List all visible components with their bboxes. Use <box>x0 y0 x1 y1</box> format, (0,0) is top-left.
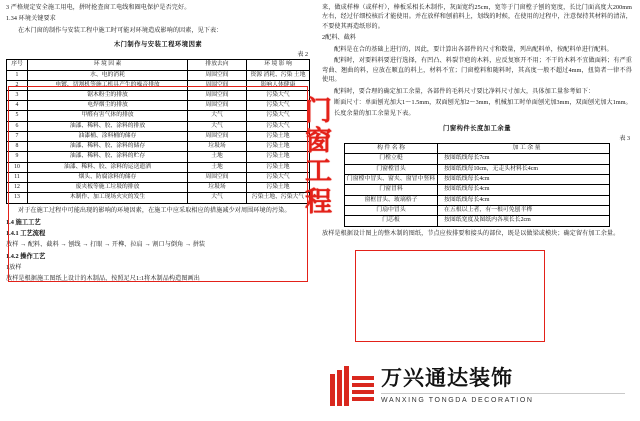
cell-factor: 电焊烟尘的排放 <box>28 101 188 111</box>
cell-impact: 污染大气 <box>247 172 310 182</box>
left-para-2: 在木门窗的制作与安装工程中施工时可能对环境造成影响的因素，见下表： <box>18 27 223 34</box>
cell-factor: 锯木粉尘的排放 <box>28 91 188 101</box>
col-head-2: 排放去向 <box>188 60 247 70</box>
cell-allowance: 按图纸线每长4cm <box>438 174 610 184</box>
cell-dest: 周围空间 <box>188 101 247 111</box>
cell-no: 13 <box>7 193 28 203</box>
cell-dest: 周围空间 <box>188 80 247 90</box>
right-table-wrap <box>322 143 632 227</box>
cell-name: 门窗樘中冒头、窗夹、窗冒中竖料 <box>345 174 438 184</box>
cell-no: 9 <box>7 152 28 162</box>
left-table-wrap <box>6 59 310 203</box>
table-row <box>7 70 310 80</box>
logo-divider <box>381 393 625 394</box>
logo-text-block <box>381 368 625 403</box>
cell-allowance: 在五根以上者，有一根可免刨半榫 <box>438 206 610 216</box>
cell-allowance: 按图纸线每长4cm <box>438 185 610 195</box>
cell-dest: 土地 <box>188 162 247 172</box>
right-para-5: 断面尺寸：单面刨光加大1～1.5mm，双面刨光加2～3mm，机械加工时单面刨光加3mm，双面刨光加大1mm。 <box>334 99 632 106</box>
red-building-logo-icon <box>330 366 374 406</box>
table-row <box>345 216 610 226</box>
table-row <box>345 164 610 174</box>
cell-no: 6 <box>7 121 28 131</box>
cell-no: 3 <box>7 91 28 101</box>
cell-impact: 污染大气 <box>247 111 310 121</box>
cell-impact: 污染土地 <box>247 131 310 141</box>
cell-no: 12 <box>7 183 28 193</box>
left-para-0: 3 严格规定安全施工用电，拼时抢查窗工电线和圈电保护是否完好。 <box>6 5 191 11</box>
section-heading-14: 1.4 施工工艺 <box>6 219 41 227</box>
company-logo <box>330 357 630 415</box>
table-row <box>7 172 310 182</box>
cell-no: 7 <box>7 131 28 141</box>
cell-name: 门樘立梃 <box>345 154 438 164</box>
cell-factor: 油漆、稀料、胶、涂料的运送遗洒 <box>28 162 188 172</box>
cell-factor: 废夹板等施工垃圾的排放 <box>28 183 188 193</box>
col-head-allowance: 加 工 余 量 <box>438 143 610 153</box>
right-para-0: 来，做成样棒（或样杆），棒板采相长木制作，灰面宽约25cm，宽等于门窗樘子刨的宽度，长比门面高度大200mm左右，经过仔细校核后才能使用。并在放样和刨前料上，划线的时候，在使用的过程中，注意保持其材料的清洁，不要使其再造纸形的。 <box>322 5 632 30</box>
cell-factor: 烟头、防腐涂料的储存 <box>28 172 188 182</box>
table-row <box>7 193 310 203</box>
watermark-title: 门窗工程 <box>305 96 333 217</box>
table-row <box>7 121 310 131</box>
table-row <box>7 152 310 162</box>
cell-dest: 周围空间 <box>188 70 247 80</box>
cell-impact: 污染土地 <box>247 152 310 162</box>
section-141-body: 放样 → 配料、截料 → 刨线 → 打眼 → 开榫、拉肩 → 割口与倒角 → 拼装 <box>6 241 206 248</box>
cell-name: 门窗冒料 <box>345 185 438 195</box>
table-header-row <box>7 60 310 70</box>
cell-allowance: 按图纸线每10cm，无走头材料长4cm <box>438 164 610 174</box>
section-142-body-1: 放样是根据施工图纸上设计的木制品，按照足尺1:1将木制品构造图画出 <box>6 276 200 283</box>
table-header-row <box>345 143 610 153</box>
table-row <box>345 206 610 216</box>
cell-dest: 周围空间 <box>188 91 247 101</box>
cell-factor: 油漆、稀料、胶、涂料的排放 <box>28 121 188 131</box>
cell-no: 4 <box>7 101 28 111</box>
table-row <box>7 183 310 193</box>
cell-dest: 大气 <box>188 111 247 121</box>
cell-impact: 资源 消耗、污染 土地 <box>247 70 310 80</box>
right-para-4: 配料时，要合理的确定加工余量，各部件的毛料尺寸要比净料尺寸加大，具体加工量参考如下： <box>334 88 595 95</box>
cell-allowance: 按图纸线每长7cm <box>438 154 610 164</box>
cell-no: 1 <box>7 70 28 80</box>
table-row <box>7 142 310 152</box>
cell-no: 8 <box>7 142 28 152</box>
cell-impact: 污染大气 <box>247 91 310 101</box>
cell-impact: 污染土地 <box>247 162 310 172</box>
cell-no: 5 <box>7 111 28 121</box>
cell-factor: 甲醛有害气体的排放 <box>28 111 188 121</box>
cell-name: 门芯板 <box>345 216 438 226</box>
cell-impact: 影响人体健康 <box>247 80 310 90</box>
logo-company-name-en: WANXING TONGDA DECORATION <box>381 396 534 404</box>
cell-dest: 大气 <box>188 121 247 131</box>
right-para-6: 长度余量的加工余量见下表。 <box>334 111 415 118</box>
table-row <box>345 195 610 205</box>
cell-name: 窗框冒头、玻璃格子 <box>345 195 438 205</box>
col-head-1: 环 境 因 素 <box>28 60 188 70</box>
cell-dest: 周围空间 <box>188 131 247 141</box>
right-note: 放样是根据设计图上的整木制的图纸，节点应按排要和接头的部位，既是以做梁或模块；确定留有加工余量。 <box>322 230 620 237</box>
table-row <box>7 162 310 172</box>
left-after-table: 对于在施工过程中可能出现的影响的环境因素，在施工中应采取相应的措施减少对周围环境的污染。 <box>18 207 291 214</box>
environment-factors-table <box>6 59 310 203</box>
cell-impact: 污染大气 <box>247 101 310 111</box>
cell-factor: 油漆、稀料、胶、涂料的储存 <box>28 142 188 152</box>
section-142-body-0: 1放样 <box>6 264 22 271</box>
cell-dest: 垃圾场 <box>188 142 247 152</box>
cell-no: 2 <box>7 80 28 90</box>
cell-impact: 污染土地、污染大气 <box>247 193 310 203</box>
table-row <box>7 91 310 101</box>
cell-factor: 油漆桶、涂料桶的储存 <box>28 131 188 141</box>
cell-dest: 周围空间 <box>188 172 247 182</box>
cell-impact: 污染土地 <box>247 142 310 152</box>
cell-factor: 水、电的消耗 <box>28 70 188 80</box>
left-column <box>0 0 316 421</box>
table-row <box>7 111 310 121</box>
cell-name: 门窗樘冒头 <box>345 164 438 174</box>
table-row <box>345 174 610 184</box>
cell-factor: 木制作、加工现场火灾的发生 <box>28 193 188 203</box>
section-heading-141: 1.4.1 工艺流程 <box>6 230 46 238</box>
col-head-name: 构 件 名 称 <box>345 143 438 153</box>
right-table-caption: 门窗构件长度加工余量 <box>443 124 511 132</box>
col-head-3: 环 境 影 响 <box>247 60 310 70</box>
table-row <box>7 131 310 141</box>
cell-allowance: 按图纸宽度及图纸内各项长长2cm <box>438 216 610 226</box>
cell-dest: 大气 <box>188 193 247 203</box>
section-heading-142: 1.4.2 操作工艺 <box>6 253 46 261</box>
cell-no: 11 <box>7 172 28 182</box>
right-table-number: 表 3 <box>619 135 630 142</box>
cell-impact: 污染大气 <box>247 121 310 131</box>
col-head-0: 序号 <box>7 60 28 70</box>
cell-dest: 土地 <box>188 152 247 162</box>
table-row <box>7 101 310 111</box>
cell-allowance: 按图纸线每长4cm <box>438 195 610 205</box>
right-para-1: 2配料、截料 <box>322 35 357 42</box>
cell-name: 门扇中冒头 <box>345 206 438 216</box>
cell-no: 10 <box>7 162 28 172</box>
cell-factor: 电镀、切割机等施工机具产生的噪音排放 <box>28 80 188 90</box>
left-table-caption: 木门制作与安装工程环境因素 <box>113 41 203 49</box>
left-table-number: 表 2 <box>297 52 308 59</box>
right-para-3: 配料时，对要料料要进行选择，有凹凸、料裂节疤的木料，应反复察开不用；不干的木料不宜做面料；有严重弯曲、翘曲的料，应放在顺直的料上，材料不宜；门窗樘料和随料时，其高度一般不超过4mm，扭筒者一律不得使用。 <box>322 58 632 84</box>
table-row <box>345 185 610 195</box>
table-row <box>7 80 310 90</box>
logo-company-name: 万兴通达装饰 <box>381 367 513 391</box>
left-heading-134: 1.34 环境关键要求 <box>6 16 56 23</box>
cell-factor: 油漆、稀料、胶、涂料的贮存 <box>28 152 188 162</box>
table-row <box>345 154 610 164</box>
cell-dest: 垃圾场 <box>188 183 247 193</box>
cell-impact: 污染土地 <box>247 183 310 193</box>
component-allowance-table <box>344 143 610 227</box>
right-para-2: 配料是在合的基础上进行的，因此，要计算出各部件的尺寸和数量，列出配料单，按配料单进行配料。 <box>334 46 613 53</box>
